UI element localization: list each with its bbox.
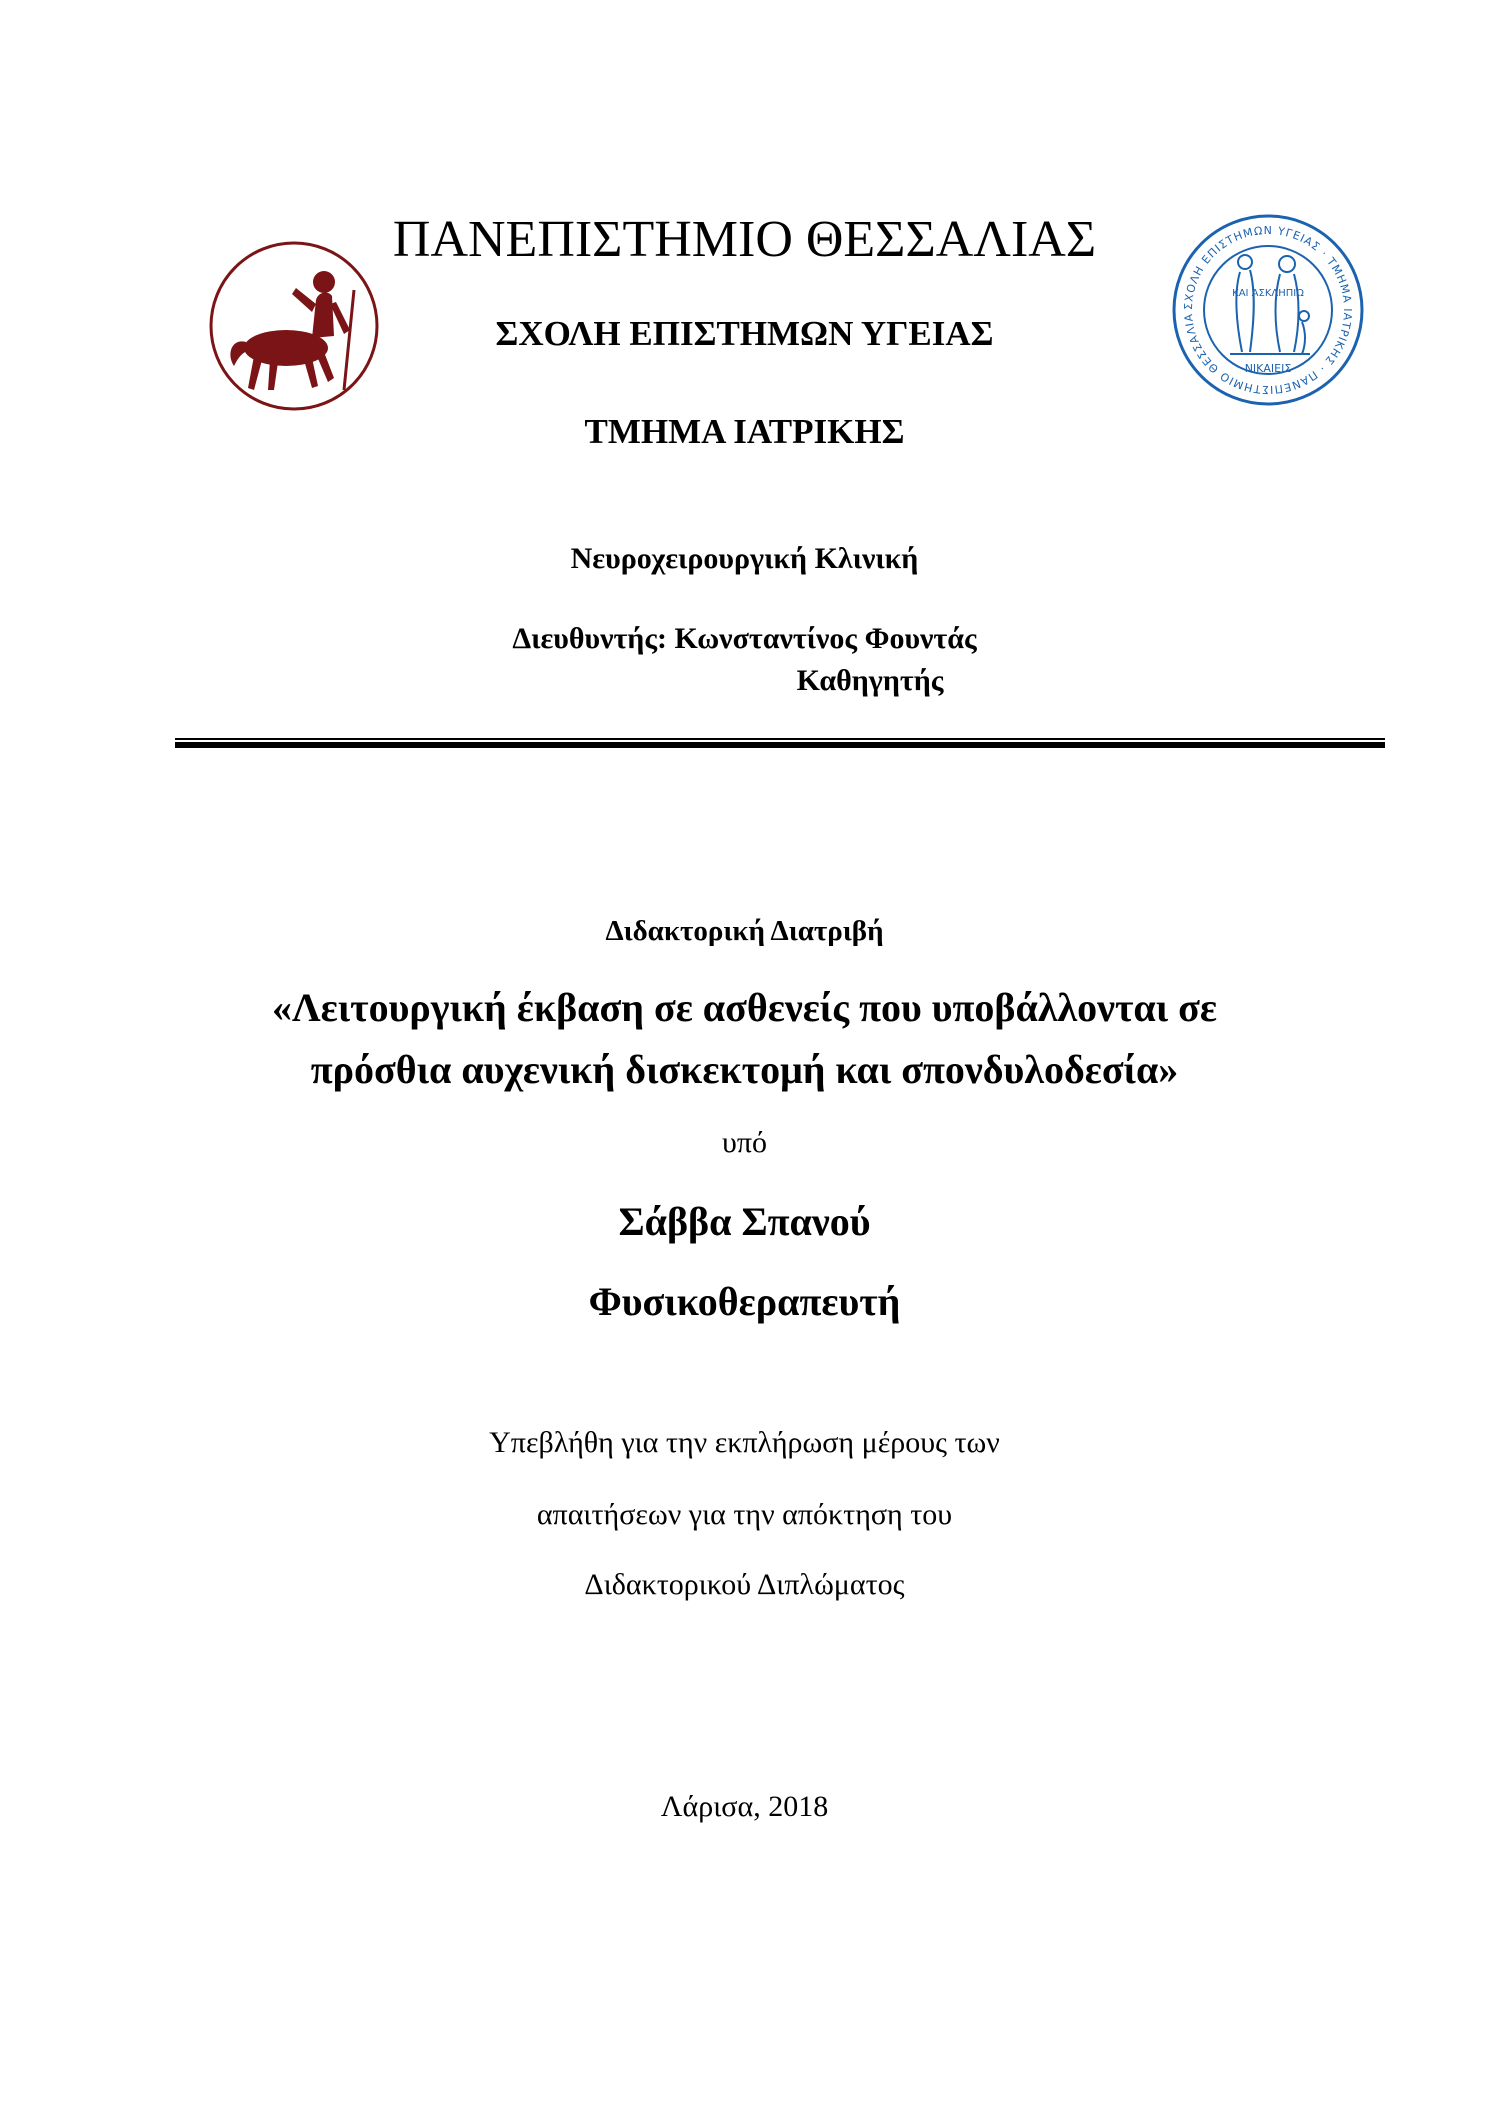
director-line: Διευθυντής: Κωνσταντίνος Φουντάς [512,622,977,655]
department-title: ΤΜΗΜΑ ΙΑΤΡΙΚΗΣ [584,412,905,451]
clinic-name: Νευροχειρουργική Κλινική [570,542,919,575]
by-label: υπό [722,1126,767,1159]
submission-line-1: Υπεβλήθη για την εκπλήρωση μέρους των [489,1426,1000,1459]
thesis-title-line-2: πρόσθια αυχενική δισκεκτομή και σπονδυλοδεσία» [310,1047,1179,1092]
seal-center-text: ΚΑΙ ΑΣΚΛΗΠΙΩ [1232,288,1304,299]
seal-bottom-text: ΝΙΚΑΙΕΙΣ [1244,362,1292,375]
director-role: Καθηγητής [796,664,944,697]
author-role: Φυσικοθεραπευτή [588,1279,901,1324]
submission-line-2: απαιτήσεων για την απόκτηση του [536,1498,953,1531]
thesis-title-line-1: «Λειτουργική έκβαση σε ασθενείς που υποβάλλονται σε [271,985,1218,1030]
thesis-type: Διδακτορική Διατριβή [605,915,884,947]
author-name: Σάββα Σπανού [618,1199,871,1244]
university-title: ΠΑΝΕΠΙΣΤΗΜΙΟ ΘΕΣΣΑΛΙΑΣ [392,211,1097,268]
submission-line-3: Διδακτορικού Διπλώματος [584,1568,905,1601]
seal-ring-text: ΣΧΟΛΗ ΕΠΙΣΤΗΜΩΝ ΥΓΕΙΑΣ · ΤΜΗΜΑ ΙΑΤΡΙΚΗΣ · ΠΑΝΕΠΙΣΤΗΜΙΟ ΘΕΣΣΑΛΙΑ [1181,223,1355,397]
school-title: ΣΧΟΛΗ ΕΠΙΣΤΗΜΩΝ ΥΓΕΙΑΣ [495,314,994,353]
place-date: Λάρισα, 2018 [660,1790,829,1823]
header-divider [175,738,1385,748]
